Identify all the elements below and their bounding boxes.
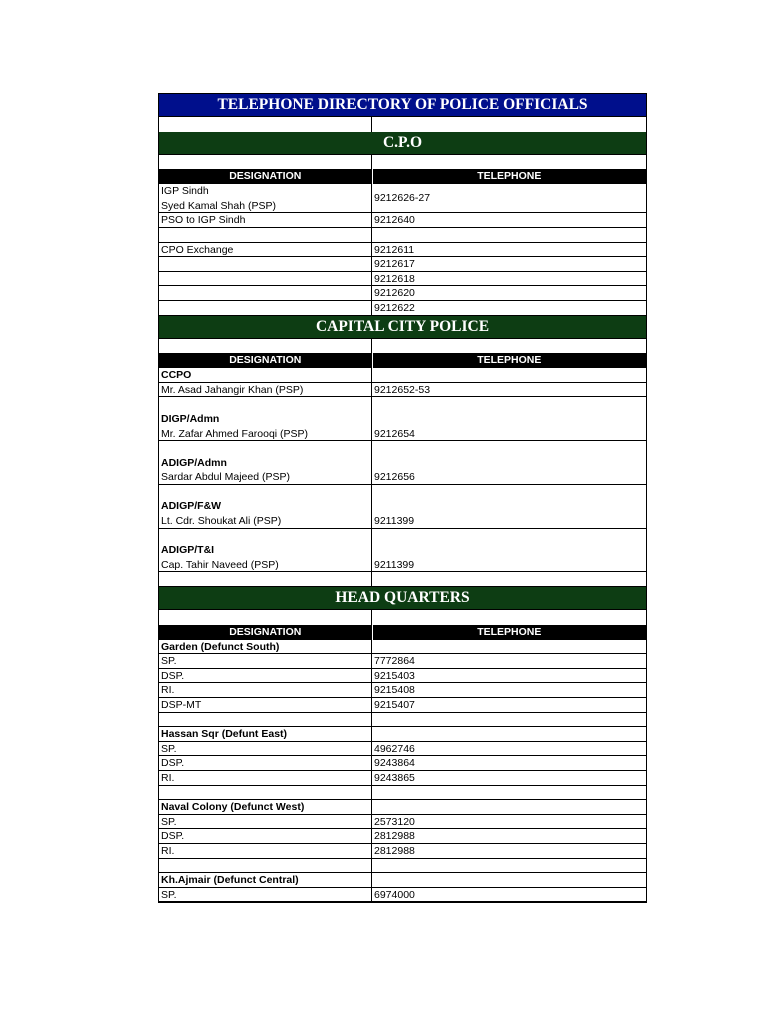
telephone-cell <box>372 228 646 242</box>
designation-cell <box>159 301 372 315</box>
telephone-header: TELEPHONE <box>477 625 542 638</box>
telephone-cell: 9212654 <box>374 427 415 440</box>
designation-header: DESIGNATION <box>159 353 373 368</box>
table-row <box>159 543 646 558</box>
telephone-cell: 9212622 <box>374 301 415 314</box>
designation-cell: Garden (Defunct South) <box>159 640 372 654</box>
head-quarters-table-body <box>159 640 646 903</box>
telephone-cell <box>372 800 646 814</box>
table-row <box>159 412 646 427</box>
telephone-cell <box>372 543 646 558</box>
telephone-cell: 2812988 <box>374 844 415 857</box>
designation-cell: DIGP/Admn <box>159 412 372 427</box>
table-row <box>159 873 646 888</box>
designation-cell: CCPO <box>159 368 372 382</box>
table-row-merged <box>159 184 646 213</box>
table-row <box>159 514 646 529</box>
table-row <box>159 844 646 859</box>
telephone-cell: 9215403 <box>374 669 415 682</box>
telephone-cell <box>372 786 646 800</box>
designation-cell: Lt. Cdr. Shoukat Ali (PSP) <box>159 514 372 528</box>
designation-cell <box>159 286 372 300</box>
table-row <box>159 800 646 815</box>
telephone-cell <box>372 572 646 586</box>
telephone-cell: 2573120 <box>374 815 415 828</box>
table-row <box>159 529 646 544</box>
designation-cell: Mr. Zafar Ahmed Farooqi (PSP) <box>159 427 372 441</box>
table-row <box>159 213 646 228</box>
telephone-cell <box>372 441 646 456</box>
designation-cell <box>159 859 372 873</box>
table-row <box>159 228 646 243</box>
designation-cell <box>159 572 372 586</box>
table-row <box>159 456 646 471</box>
designation-cell: SP. <box>159 742 372 756</box>
designation-cell: PSO to IGP Sindh <box>159 213 372 227</box>
telephone-cell <box>372 499 646 514</box>
designation-cell: ADIGP/T&I <box>159 543 372 558</box>
designation-cell <box>159 441 372 456</box>
cpo-table-body <box>159 213 646 315</box>
table-row <box>159 257 646 272</box>
designation-cell: Mr. Asad Jahangir Khan (PSP) <box>159 383 372 397</box>
column-header-row <box>159 169 646 184</box>
telephone-cell <box>372 485 646 500</box>
telephone-cell: 9212618 <box>374 272 415 285</box>
designation-cell: DSP. <box>159 829 372 843</box>
table-row <box>159 815 646 830</box>
designation-cell: RI. <box>159 844 372 858</box>
telephone-cell: 6974000 <box>374 888 415 901</box>
telephone-cell <box>372 727 646 741</box>
designation-cell: CPO Exchange <box>159 243 372 257</box>
directory-title: TELEPHONE DIRECTORY OF POLICE OFFICIALS <box>159 93 646 117</box>
telephone-cell: 4962746 <box>374 742 415 755</box>
designation-cell: Cap. Tahir Naveed (PSP) <box>159 558 372 572</box>
telephone-cell: 9212656 <box>374 471 415 484</box>
designation-cell: DSP. <box>159 669 372 683</box>
capital-city-police-table-body <box>159 368 646 587</box>
table-row <box>159 640 646 655</box>
table-row <box>159 829 646 844</box>
telephone-cell: 9211399 <box>374 558 415 571</box>
telephone-cell <box>372 713 646 727</box>
table-row <box>159 771 646 786</box>
section-title-capital-city-police: CAPITAL CITY POLICE <box>159 316 646 339</box>
designation-cell: Naval Colony (Defunct West) <box>159 800 372 814</box>
designation-cell: Hassan Sqr (Defunt East) <box>159 727 372 741</box>
designation-cell: Kh.Ajmair (Defunct Central) <box>159 873 372 887</box>
telephone-cell: 9243864 <box>374 757 415 770</box>
designation-cell: IGP Sindh <box>161 185 209 198</box>
telephone-cell <box>372 640 646 654</box>
table-row <box>159 383 646 398</box>
designation-cell <box>159 228 372 242</box>
table-row <box>159 683 646 698</box>
table-row <box>159 485 646 500</box>
designation-cell <box>159 272 372 286</box>
table-row <box>159 786 646 801</box>
column-header-row <box>159 353 646 368</box>
section-title-head-quarters: HEAD QUARTERS <box>159 587 646 610</box>
designation-cell <box>159 485 372 500</box>
table-row <box>159 727 646 742</box>
table-row <box>159 397 646 412</box>
telephone-cell: 7772864 <box>374 655 415 668</box>
telephone-cell <box>372 873 646 887</box>
table-row <box>159 654 646 669</box>
designation-cell <box>159 257 372 271</box>
table-row <box>159 888 646 903</box>
telephone-cell <box>372 412 646 427</box>
table-row <box>159 558 646 573</box>
table-row <box>159 470 646 485</box>
table-row <box>159 756 646 771</box>
designation-cell <box>159 786 372 800</box>
table-row <box>159 572 646 587</box>
designation-cell: DSP. <box>159 756 372 770</box>
designation-cell: SP. <box>159 815 372 829</box>
telephone-cell <box>372 859 646 873</box>
telephone-cell <box>372 397 646 412</box>
telephone-directory-sheet <box>158 93 647 903</box>
table-row <box>159 499 646 514</box>
designation-cell: SP. <box>159 888 372 902</box>
telephone-header: TELEPHONE <box>477 170 542 183</box>
telephone-cell: 9212640 <box>374 214 415 227</box>
telephone-cell: 9212620 <box>374 287 415 300</box>
designation-cell <box>159 713 372 727</box>
column-header-row <box>159 625 646 640</box>
designation-header: DESIGNATION <box>159 625 373 640</box>
designation-cell: DSP-MT <box>159 698 372 712</box>
telephone-cell: 2812988 <box>374 830 415 843</box>
spacer-row <box>159 610 646 625</box>
designation-cell: RI. <box>159 683 372 697</box>
table-row <box>159 272 646 287</box>
designation-cell <box>159 529 372 544</box>
telephone-cell <box>372 368 646 382</box>
table-row <box>159 698 646 713</box>
telephone-cell: 9215407 <box>374 699 415 711</box>
table-row <box>159 859 646 874</box>
designation-cell: Syed Kamal Shah (PSP) <box>161 199 276 212</box>
designation-cell: RI. <box>159 771 372 785</box>
designation-header: DESIGNATION <box>159 169 373 184</box>
table-row <box>159 441 646 456</box>
table-row <box>159 742 646 757</box>
section-title-cpo: C.P.O <box>159 132 646 155</box>
telephone-cell <box>372 529 646 544</box>
designation-cell <box>159 397 372 412</box>
table-row <box>159 301 646 316</box>
designation-cell: Sardar Abdul Majeed (PSP) <box>159 470 372 484</box>
designation-cell: ADIGP/Admn <box>159 456 372 471</box>
spacer-row <box>159 339 646 354</box>
table-row <box>159 669 646 684</box>
telephone-header: TELEPHONE <box>477 354 542 367</box>
telephone-cell <box>372 456 646 471</box>
telephone-cell: 9212617 <box>374 258 415 271</box>
designation-cell: ADIGP/F&W <box>159 499 372 514</box>
table-row <box>159 243 646 258</box>
designation-cell: SP. <box>159 654 372 668</box>
spacer-row <box>159 155 646 170</box>
table-row <box>159 427 646 442</box>
table-row <box>159 713 646 728</box>
telephone-cell: 9212626-27 <box>372 184 646 213</box>
table-row <box>159 286 646 301</box>
spacer-row <box>159 117 646 132</box>
telephone-cell: 9243865 <box>374 771 415 784</box>
telephone-cell: 9211399 <box>374 515 415 528</box>
table-row <box>159 368 646 383</box>
telephone-cell: 9212652-53 <box>374 383 431 396</box>
telephone-cell: 9212611 <box>374 243 415 256</box>
telephone-cell: 9215408 <box>374 684 415 697</box>
